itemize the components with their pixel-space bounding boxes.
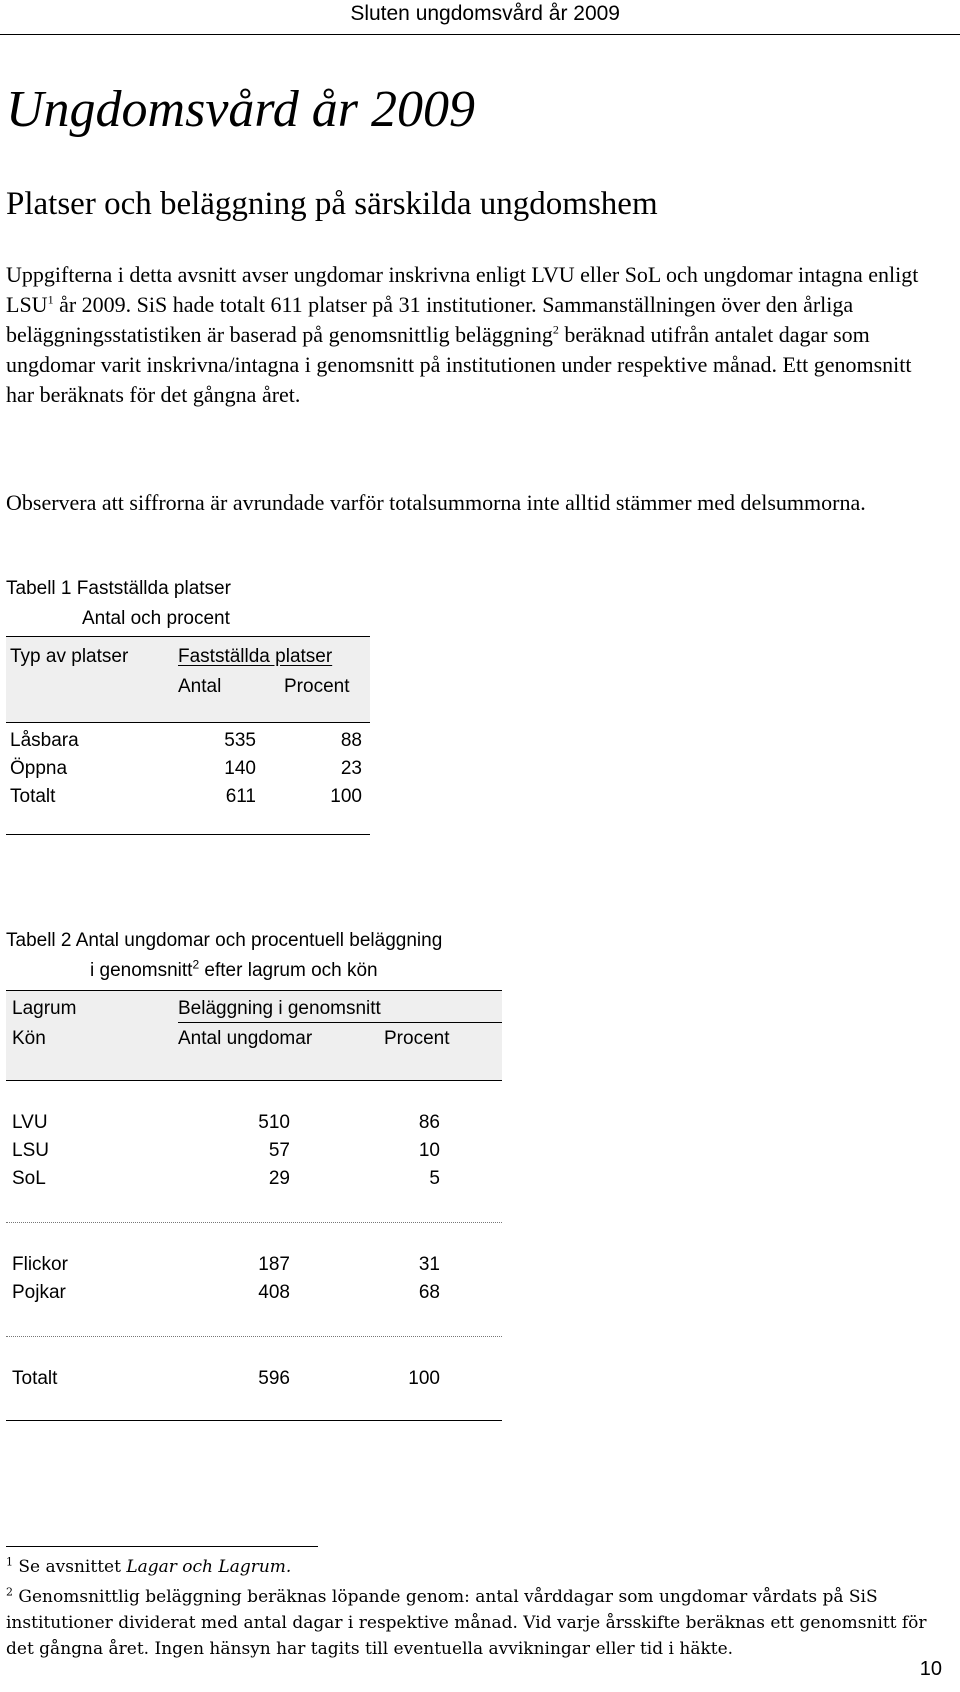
table1-bottom-rule (6, 834, 370, 835)
table2-col-antal: Antal ungdomar (178, 1028, 313, 1049)
footnote-2-text: Genomsnittlig beläggning beräknas löpande genom: antal vårddagar som ungdomar vårdats på SiS institutioner dividerat med antal dagar i respektive månad. Vid varje årsskifte beräknas ett genomsnitt för det gångna året. Ingen hänsyn har tagits till eventuella avvikningar eller tid i häkte. (6, 1587, 927, 1659)
note-paragraph: Observera att siffrorna är avrundade varför totalsummorna inte alltid stämmer med delsummorna. (6, 490, 866, 515)
footnote-1-text: Se avsnittet (13, 1557, 127, 1577)
running-header: Sluten ungdomsvård år 2009 (350, 2, 620, 25)
table2-top-rule (6, 990, 502, 991)
table1-row-label: Låsbara (10, 730, 79, 751)
footnote-2 (6, 1584, 941, 1662)
footnote-ref-2: 2 (552, 322, 559, 337)
table1-col-group: Fastställda platser (178, 646, 333, 667)
table2-col-lagrum: Lagrum (12, 998, 77, 1019)
table2-row-procent: 68 (418, 1282, 440, 1303)
table1-col-type: Typ av platser (10, 646, 129, 667)
section-subtitle: Platser och beläggning på särskilda ungdomshem (6, 186, 658, 222)
table2-row-procent: 100 (408, 1368, 440, 1389)
table2-row-label: Pojkar (12, 1282, 66, 1303)
table2-row-label: SoL (12, 1168, 46, 1189)
table2-row-antal: 510 (258, 1112, 290, 1133)
table2-row-procent: 5 (429, 1168, 440, 1189)
table2-row-antal: 187 (258, 1254, 290, 1275)
table2-col-group: Beläggning i genomsnitt (178, 998, 381, 1019)
table1-top-rule (6, 636, 370, 637)
table2-caption (6, 926, 442, 986)
table1-caption-line2: Antal och procent (82, 608, 230, 629)
table2-row-procent: 31 (418, 1254, 440, 1275)
footnote-ref-2: 2 (192, 957, 200, 972)
intro-text-a: Uppgifterna i detta avsnitt avser ungdomar inskrivna enligt LVU eller SoL och ungdomar intagna enligt LSU (6, 262, 919, 317)
footnotes (6, 1554, 941, 1662)
intro-text-c: Sammanställningen över den årliga beläggningsstatistiken är baserad på genomsnittlig beläggning (6, 292, 854, 347)
table2-row-procent: 86 (418, 1112, 440, 1133)
table2-row-antal: 596 (258, 1368, 290, 1389)
table1-caption (6, 574, 231, 634)
table2-bottom-rule (6, 1420, 502, 1421)
table2-header-rule (6, 1080, 502, 1081)
table2-row-antal: 57 (268, 1140, 290, 1161)
table2-col-procent: Procent (384, 1028, 450, 1049)
table2-caption-line1: Tabell 2 Antal ungdomar och procentuell beläggning (6, 930, 443, 951)
table1-row-procent: 23 (340, 758, 362, 779)
table1-row-label: Totalt (10, 786, 56, 807)
footnote-ref-1: 1 (47, 292, 54, 307)
table2-caption-line2 (6, 956, 442, 986)
running-header-bar (0, 0, 960, 35)
table1-row-antal: 611 (225, 786, 256, 807)
table2-row-label: Totalt (12, 1368, 58, 1389)
footnote-1 (6, 1554, 941, 1580)
table2-row-antal: 408 (258, 1282, 290, 1303)
table2-group-rule (178, 1022, 502, 1023)
table2-row-label: Flickor (12, 1254, 68, 1275)
page-title: Ungdomsvård år 2009 (6, 81, 475, 138)
table2-caption-line2-a: i genomsnitt (90, 960, 193, 981)
table2-group-divider (6, 1222, 502, 1223)
table1-row-antal: 140 (224, 758, 256, 779)
table2-group-divider (6, 1336, 502, 1337)
table2-row-label: LVU (12, 1112, 48, 1133)
table1-row-label: Öppna (10, 758, 68, 779)
table2-row-antal: 29 (268, 1168, 290, 1189)
footnote-1-italic: Lagar och Lagrum. (126, 1557, 292, 1577)
table1-col-procent: Procent (284, 676, 350, 697)
intro-text-b: år 2009. SiS hade totalt 611 platser på 31 institutioner. (53, 292, 537, 317)
table2-col-kon: Kön (12, 1028, 46, 1049)
footnote-1-number: 1 (6, 1555, 13, 1569)
table2-row-label: LSU (12, 1140, 49, 1161)
table2-row-procent: 10 (418, 1140, 440, 1161)
footnote-separator (6, 1546, 318, 1547)
table2-caption-line2-b: efter lagrum och kön (199, 960, 378, 981)
table1-row-procent: 100 (330, 786, 362, 807)
intro-paragraph (6, 260, 941, 410)
table1-row-procent: 88 (340, 730, 362, 751)
intro-text-d: beräknad utifrån antalet dagar som ungdomar varit inskrivna/intagna i genomsnitt på institutionen under respektive månad. Ett genomsnitt har beräknats för det gångna året. (6, 322, 912, 407)
table1-header-rule (6, 722, 370, 723)
footnote-2-number: 2 (6, 1585, 13, 1599)
table1-col-antal: Antal (178, 676, 222, 697)
page-number: 10 (919, 1658, 942, 1680)
table1-row-antal: 535 (224, 730, 256, 751)
table1-caption-line1: Tabell 1 Fastställda platser (6, 578, 231, 599)
